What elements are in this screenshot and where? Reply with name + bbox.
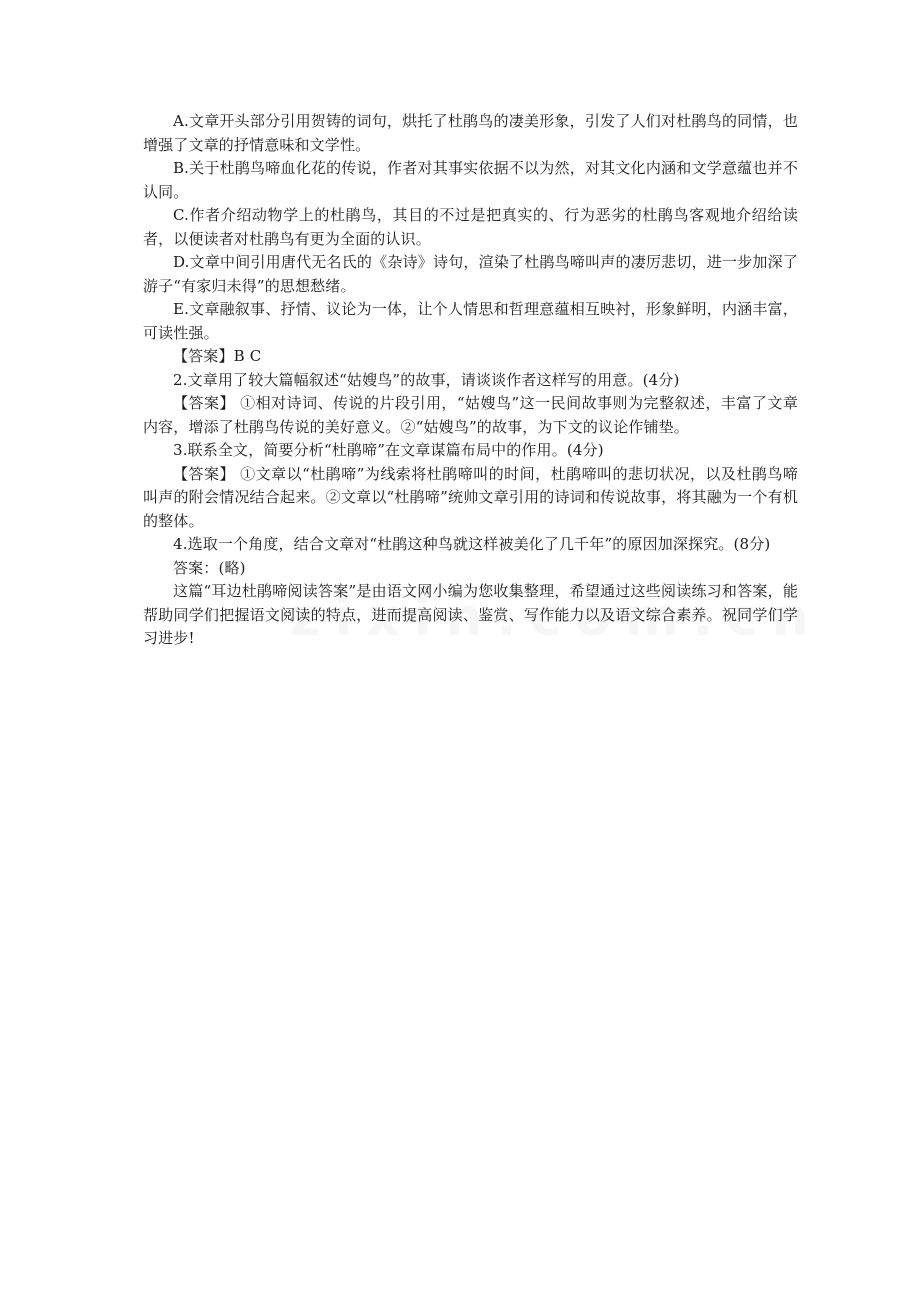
answer-3: 【答案】 ①文章以“杜鹃啼”为线索将杜鹃啼叫的时间，杜鹃啼叫的悲切状况，以及杜鹃鸟啼叫声的附会情况结合起来。②文章以“杜鹃啼”统帅文章引用的诗词和传说故事，将其融为一个有机的整体。 [143,464,798,530]
option-e: E.文章融叙事、抒情、议论为一体，让个人情思和哲理意蕴相互映衬，形象鲜明，内涵丰富，可读性强。 [143,300,798,342]
option-a: A.文章开头部分引用贺铸的词句，烘托了杜鹃鸟的凄美形象，引发了人们对杜鹃鸟的同情，也增强了文章的抒情意味和文学性。 [143,112,798,154]
option-b: B.关于杜鹃鸟啼血化花的传说，作者对其事实依据不以为然，对其文化内涵和文学意蕴也并不认同。 [143,159,798,201]
question-3: 3.联系全文，简要分析“杜鹃啼”在文章谋篇布局中的作用。(4分) [173,441,604,459]
question-2: 2.文章用了较大篇幅叙述“姑嫂鸟”的故事，请谈谈作者这样写的用意。(4分) [173,370,680,389]
option-d: D.文章中间引用唐代无名氏的《杂诗》诗句，渲染了杜鹃鸟啼叫声的凄厉悲切，进一步加深了游子“有家归未得”的思想愁绪。 [143,253,798,295]
document-body [143,110,798,651]
question-4: 4.选取一个角度，结合文章对“杜鹃这种鸟就这样被美化了几千年”的原因加深探究。(8分) [173,535,771,553]
answer-2: 【答案】 ①相对诗词、传说的片段引用，“姑嫂鸟”这一民间故事则为完整叙述，丰富了文章内容，增添了杜鹃鸟传说的美好意义。②“姑嫂鸟”的故事，为下文的议论作铺垫。 [143,394,798,436]
closing-paragraph: 这篇“耳边杜鹃啼阅读答案”是由语文网小编为您收集整理，希望通过这些阅读练习和答案，能帮助同学们把握语文阅读的特点，进而提高阅读、鉴赏、写作能力以及语文综合素养。祝同学们学习进步! [143,582,798,647]
answer-1: 【答案】B C [173,347,262,365]
option-c: C.作者介绍动物学上的杜鹃鸟，其目的不过是把真实的、行为恶劣的杜鹃鸟客观地介绍给读者，以便读者对杜鹃鸟有更为全面的认识。 [143,206,798,248]
answer-4: 答案：(略) [173,558,246,577]
